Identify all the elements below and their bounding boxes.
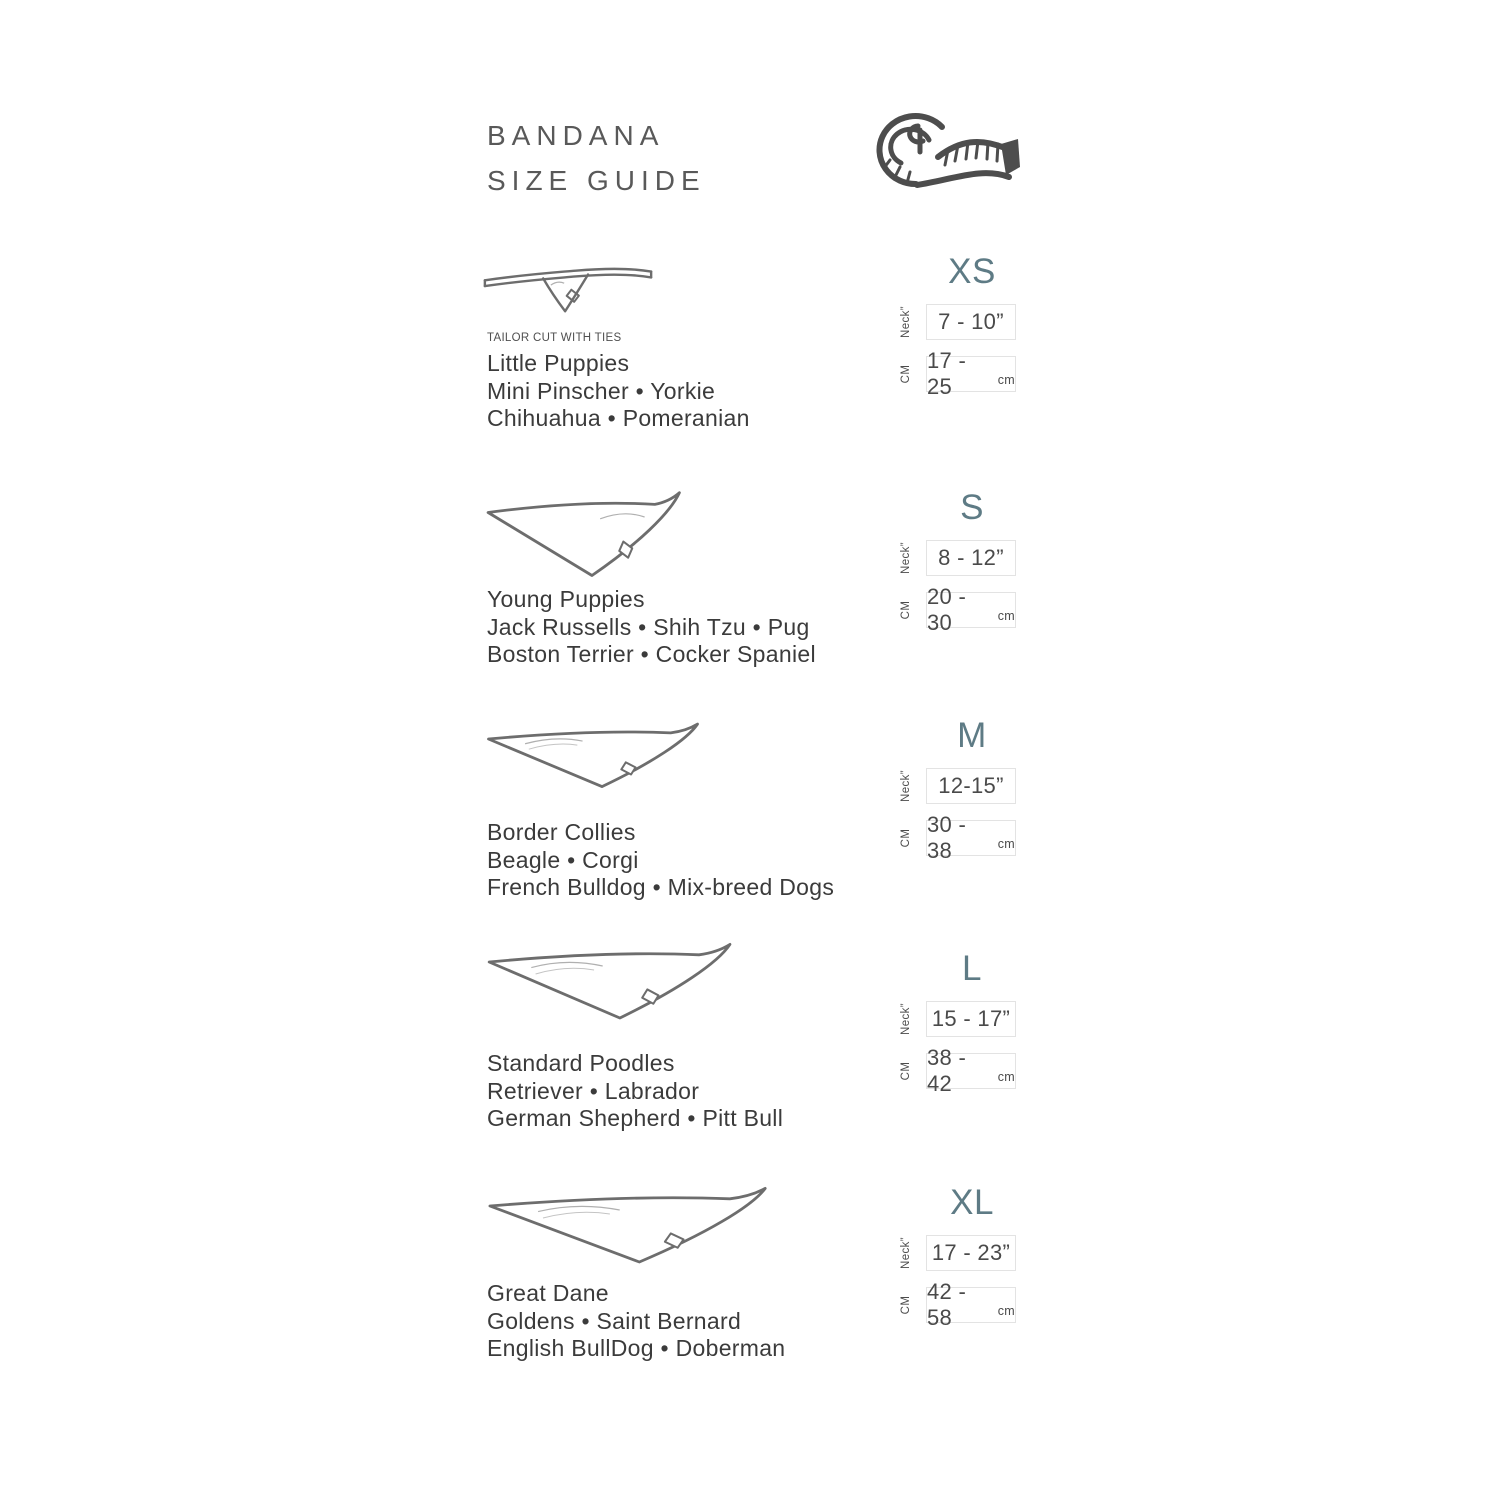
neck-cm-value-box — [926, 1279, 1016, 1330]
size-code-l: L — [962, 949, 982, 988]
cm-measure-row — [900, 348, 1016, 399]
neck-inches-value-box — [926, 304, 1016, 340]
cm-unit-label: CM — [900, 600, 912, 620]
neck-cm-value-box — [926, 348, 1016, 399]
cm-measure-row — [900, 584, 1016, 635]
neck-inches-value: 8 - 12” — [938, 545, 1004, 570]
desc-line: Standard Poodles — [487, 1050, 675, 1076]
title-line-2: SIZE GUIDE — [487, 165, 706, 196]
size-code-xs: XS — [948, 252, 996, 291]
bandana-illustration-l — [484, 942, 742, 1022]
desc-line: Beagle • Corgi — [487, 846, 639, 873]
page-title — [487, 113, 706, 203]
neck-cm-value-box — [926, 1045, 1016, 1096]
desc-line: Chihuahua • Pomeranian — [487, 405, 750, 431]
neck-inches-value: 7 - 10” — [938, 309, 1004, 334]
size-description-xs — [487, 331, 750, 433]
neck-unit-label: Neck” — [900, 1236, 912, 1270]
neck-inches-value-box — [926, 768, 1016, 804]
neck-cm-value: 17 - 25 — [927, 348, 967, 399]
desc-line: Little Puppies — [487, 350, 630, 376]
title-line-1: BANDANA — [487, 120, 665, 151]
cm-suffix: cm — [997, 373, 1015, 387]
cm-measure-row — [900, 1045, 1016, 1096]
desc-line: Goldens • Saint Bernard — [487, 1307, 742, 1334]
neck-cm-value-box — [926, 584, 1016, 635]
neck-unit-label: Neck” — [900, 541, 912, 575]
neck-cm-value: 38 - 42 — [927, 1045, 967, 1096]
cm-suffix: cm — [997, 837, 1015, 851]
neck-measure-row — [900, 1001, 1016, 1037]
size-code-m: M — [957, 716, 987, 755]
cm-unit-label: CM — [900, 1061, 912, 1081]
size-code-xl: XL — [950, 1183, 994, 1222]
desc-line: Jack Russells • Shih Tzu • Pug — [487, 613, 810, 640]
desc-line: French Bulldog • Mix-breed Dogs — [487, 874, 835, 900]
desc-line: German Shepherd • Pitt Bull — [487, 1105, 784, 1131]
neck-unit-label: Neck” — [900, 305, 912, 339]
size-description-m — [487, 819, 834, 902]
cm-unit-label: CM — [900, 1295, 912, 1315]
desc-line: Great Dane — [487, 1280, 609, 1306]
neck-measure-row — [900, 540, 1016, 576]
cm-measure-row — [900, 1279, 1016, 1330]
neck-inches-value: 15 - 17” — [931, 1006, 1011, 1031]
size-description-l — [487, 1050, 783, 1133]
bandana-illustration-s — [484, 490, 689, 580]
desc-line: Retriever • Labrador — [487, 1077, 700, 1104]
size-column-l — [900, 947, 1018, 1096]
bandana-illustration-xs — [482, 260, 654, 318]
cm-unit-label: CM — [900, 828, 912, 848]
size-description-xl — [487, 1280, 785, 1363]
size-column-xl — [900, 1181, 1018, 1330]
neck-measure-row — [900, 768, 1016, 804]
neck-measure-row — [900, 1235, 1016, 1271]
cm-unit-label: CM — [900, 364, 912, 384]
cm-suffix: cm — [997, 609, 1015, 623]
neck-unit-label: Neck” — [900, 769, 912, 803]
cm-measure-row — [900, 812, 1016, 863]
neck-cm-value-box — [926, 812, 1016, 863]
neck-inches-value-box — [926, 1235, 1016, 1271]
neck-cm-value: 20 - 30 — [927, 584, 967, 635]
bandana-illustration-xl — [484, 1186, 779, 1266]
neck-inches-value: 12-15” — [938, 773, 1004, 798]
size-code-s: S — [960, 488, 984, 527]
bandana-illustration-m — [484, 722, 708, 790]
tape-measure-icon — [842, 98, 1020, 202]
size-column-s — [900, 486, 1018, 635]
neck-inches-value-box — [926, 540, 1016, 576]
cm-suffix: cm — [997, 1304, 1015, 1318]
desc-line: Mini Pinscher • Yorkie — [487, 377, 716, 404]
tailor-note: TAILOR CUT WITH TIES — [487, 332, 622, 344]
size-description-s — [487, 586, 816, 669]
desc-line: Border Collies — [487, 819, 636, 845]
size-column-xs — [900, 250, 1018, 399]
cm-suffix: cm — [997, 1070, 1015, 1084]
neck-inches-value: 17 - 23” — [931, 1240, 1011, 1265]
desc-line: Boston Terrier • Cocker Spaniel — [487, 641, 816, 667]
desc-line: English BullDog • Doberman — [487, 1335, 786, 1361]
neck-cm-value: 42 - 58 — [927, 1279, 967, 1330]
neck-inches-value-box — [926, 1001, 1016, 1037]
neck-unit-label: Neck” — [900, 1002, 912, 1036]
neck-measure-row — [900, 304, 1016, 340]
desc-line: Young Puppies — [487, 586, 645, 612]
size-column-m — [900, 714, 1018, 863]
neck-cm-value: 30 - 38 — [927, 812, 967, 863]
